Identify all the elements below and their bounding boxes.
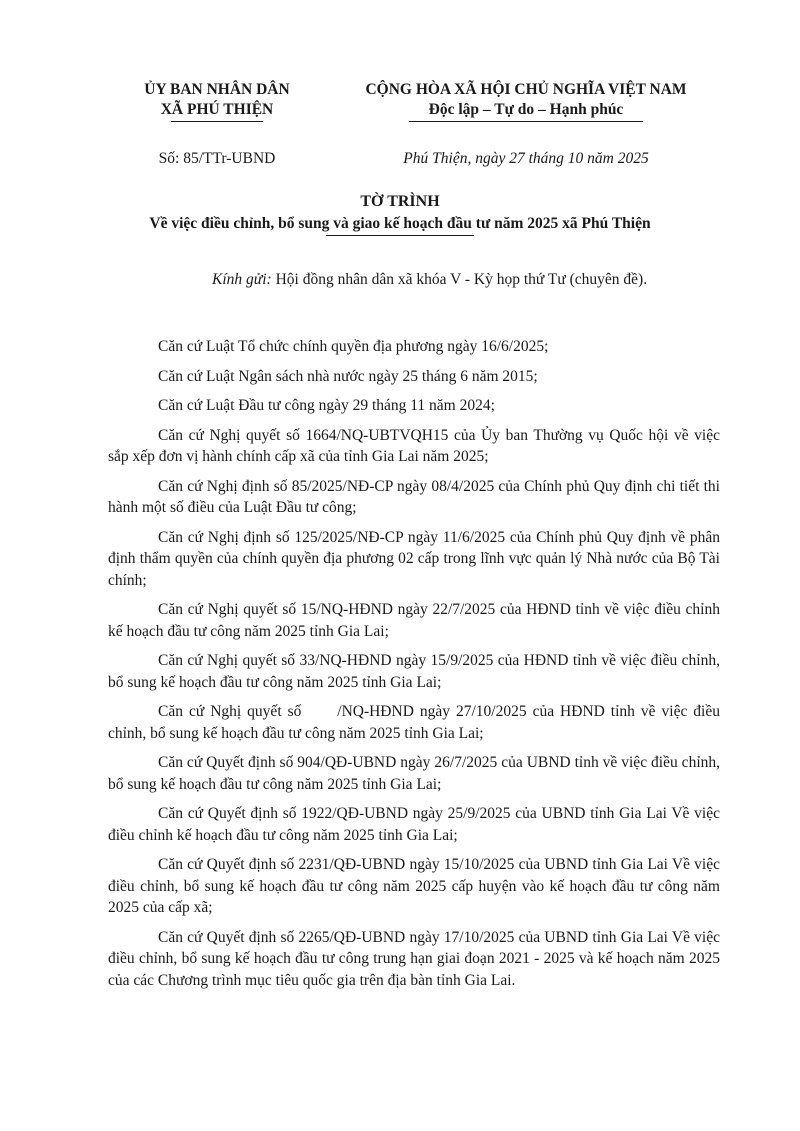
- legal-basis-item: Căn cứ Quyết định số 2231/QĐ-UBND ngày 15/10/2025 của UBND tỉnh Gia Lai Về việc điều chỉnh, bổ sung kế hoạch đầu tư công năm 2025 cấp huyện vào kế hoạch đầu tư công năm 2025 của cấp xã;: [108, 856, 720, 916]
- recipient-text: Hội đồng nhân dân xã khóa V - Kỳ họp thứ Tư (chuyên đề).: [275, 271, 648, 288]
- legal-basis-item: Căn cứ Nghị định số 85/2025/NĐ-CP ngày 08/4/2025 của Chính phủ Quy định chi tiết thi hành một số điều của Luật Đầu tư công;: [108, 477, 720, 516]
- legal-basis-item: Căn cứ Quyết định số 2265/QĐ-UBND ngày 17/10/2025 của UBND tỉnh Gia Lai Về việc điều chỉnh, bổ sung kế hoạch đầu tư công trung hạn giai đoạn 2021 - 2025 và kế hoạch năm 2025 của các Chương trình mục tiêu quốc gia trên địa bàn tỉnh Gia Lai.: [108, 928, 720, 989]
- recipient: [212, 269, 717, 290]
- document-title: TỜ TRÌNH: [360, 193, 440, 210]
- legal-basis-item: Căn cứ Luật Ngân sách nhà nước ngày 25 tháng 6 năm 2015;: [158, 367, 538, 385]
- subtitle-underline: [326, 235, 474, 236]
- issuing-organization: [122, 80, 312, 122]
- recipient-label: Kính gửi:: [212, 271, 272, 288]
- legal-basis-item: Căn cứ Luật Tổ chức chính quyền địa phương ngày 16/6/2025;: [158, 338, 549, 355]
- legal-basis-item: Căn cứ Nghị định số 125/2025/NĐ-CP ngày 11/6/2025 của Chính phủ Quy định về phân định thẩm quyền của chính quyền địa phương 02 cấp trong lĩnh vực quản lý Nhà nước của Bộ Tài chính;: [108, 528, 720, 589]
- document-subtitle: [60, 215, 740, 236]
- national-motto: [322, 80, 730, 122]
- place-date: Phú Thiện, ngày 27 tháng 10 năm 2025: [403, 150, 649, 167]
- legal-basis-item: Căn cứ Nghị quyết số 1664/NQ-UBTVQH15 của Ủy ban Thường vụ Quốc hội về việc sắp xếp đơn vị hành chính cấp xã của tỉnh Gia Lai năm 2025;: [108, 426, 720, 465]
- nation-line-1: CỘNG HÒA XÃ HỘI CHỦ NGHĨA VIỆT NAM: [365, 81, 687, 98]
- legal-basis-item: Căn cứ Nghị quyết số /NQ-HĐND ngày 27/10/2025 của HĐND tỉnh về việc điều chỉnh, bổ sung kế hoạch đầu tư công năm 2025 tỉnh Gia Lai;: [108, 703, 724, 742]
- legal-basis-item: Căn cứ Quyết định số 1922/QĐ-UBND ngày 25/9/2025 của UBND tỉnh Gia Lai Về việc điều chỉnh kế hoạch đầu tư công năm 2025 tỉnh Gia Lai;: [108, 805, 720, 844]
- legal-basis-item: Căn cứ Luật Đầu tư công ngày 29 tháng 11 năm 2024;: [158, 397, 495, 414]
- subtitle-text: Về việc điều chỉnh, bổ sung và giao kế hoạch đầu tư năm 2025 xã Phú Thiện: [149, 215, 651, 232]
- legal-basis-item: Căn cứ Nghị quyết số 15/NQ-HĐND ngày 22/7/2025 của HĐND tỉnh về việc điều chỉnh kế hoạch đầu tư công năm 2025 tỉnh Gia Lai;: [108, 601, 720, 640]
- legal-bases: [108, 336, 724, 999]
- nation-line-2: Độc lập – Tự do – Hạnh phúc: [428, 101, 624, 118]
- motto-underline: [409, 121, 643, 122]
- document-number: Số: 85/TTr-UBND: [158, 150, 276, 167]
- legal-basis-item: Căn cứ Nghị quyết số 33/NQ-HĐND ngày 15/9/2025 của HĐND tỉnh về việc điều chỉnh, bổ sung kế hoạch đầu tư công năm 2025 tỉnh Gia Lai;: [108, 652, 720, 691]
- org-line-1: ỦY BAN NHÂN DÂN: [144, 81, 290, 98]
- legal-basis-item: Căn cứ Quyết định số 904/QĐ-UBND ngày 26/7/2025 của UBND tỉnh về việc điều chỉnh, bổ sung kế hoạch đầu tư công năm 2025 tỉnh Gia Lai;: [108, 754, 720, 793]
- org-underline: [171, 121, 263, 122]
- org-line-2: XÃ PHÚ THIỆN: [160, 101, 274, 118]
